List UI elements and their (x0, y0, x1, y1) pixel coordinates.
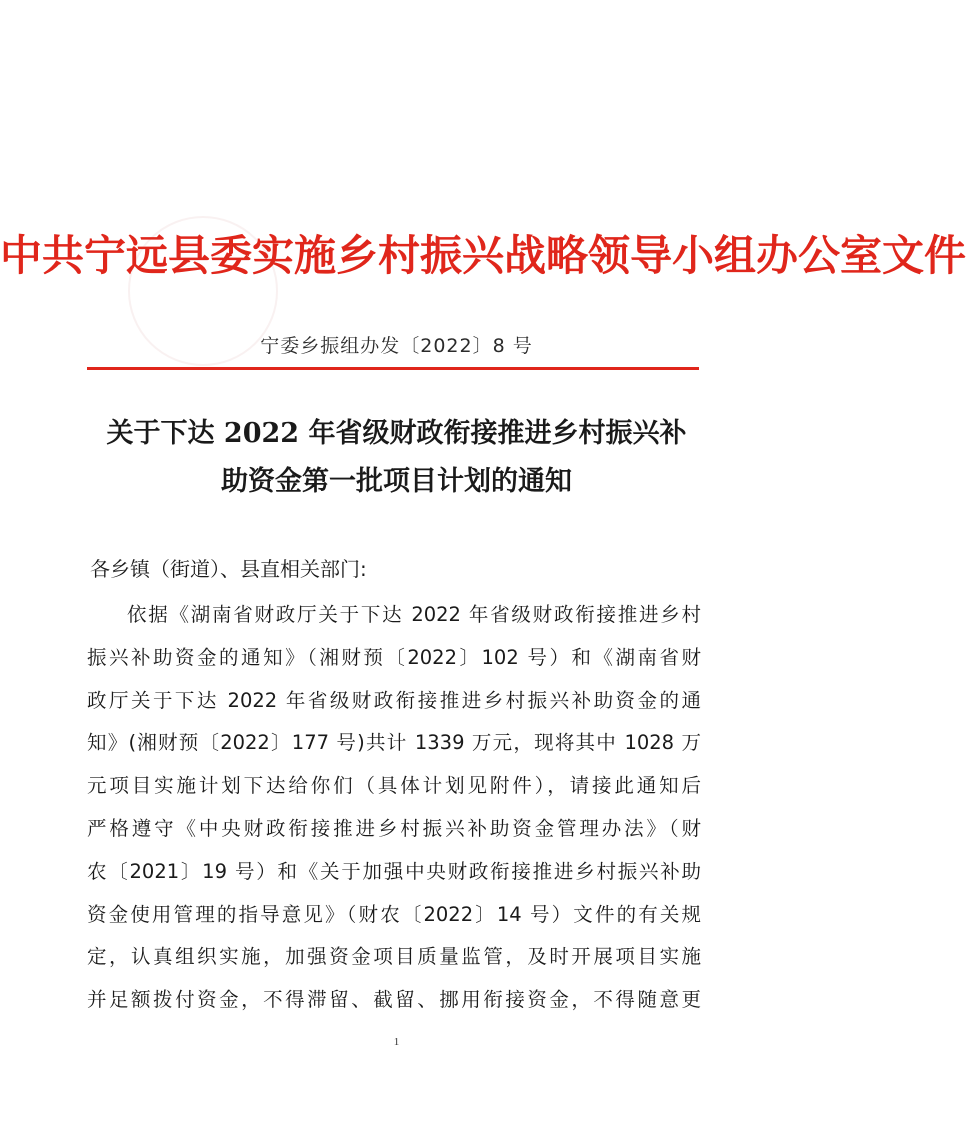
body-line: 振兴补助资金的通知》（湘财预〔2022〕102 号）和《湖南省财 (87, 645, 701, 669)
notice-title-line-1: 关于下达 2022 年省级财政衔接推进乡村振兴补 (106, 418, 687, 449)
notice-title-line-2: 助资金第一批项目计划的通知 (221, 466, 572, 497)
body-line: 定，认真组织实施，加强资金项目质量监管，及时开展项目实施 (87, 945, 701, 969)
body-line: 严格遵守《中央财政衔接推进乡村振兴补助资金管理办法》（财 (87, 816, 701, 840)
notice-title (80, 410, 713, 506)
body-line: 元项目实施计划下达给你们（具体计划见附件），请接此通知后 (87, 774, 701, 798)
page-number: 1 (393, 1036, 400, 1048)
red-divider-line (87, 367, 699, 370)
body-line: 农〔2021〕19 号）和《关于加强中央财政衔接推进乡村振兴补助 (87, 859, 701, 883)
body-line: 知》(湘财预〔2022〕177 号)共计 1339 万元，现将其中 1028 万 (87, 731, 701, 755)
body-line: 资金使用管理的指导意见》（财农〔2022〕14 号）文件的有关规 (87, 902, 701, 926)
body-paragraph (87, 594, 701, 1022)
document-number: 宁委乡振组办发〔2022〕8 号 (260, 335, 533, 357)
body-line: 并足额拨付资金，不得滞留、截留、挪用衔接资金，不得随意更 (87, 988, 701, 1012)
issuer-title: 中共宁远县委实施乡村振兴战略领导小组办公室文件 (0, 234, 966, 280)
salutation: 各乡镇（街道）、县直相关部门: (90, 557, 367, 581)
body-line: 依据《湖南省财政厅关于下达 2022 年省级财政衔接推进乡村 (127, 603, 701, 626)
body-line: 政厅关于下达 2022 年省级财政衔接推进乡村振兴补助资金的通 (87, 688, 701, 712)
